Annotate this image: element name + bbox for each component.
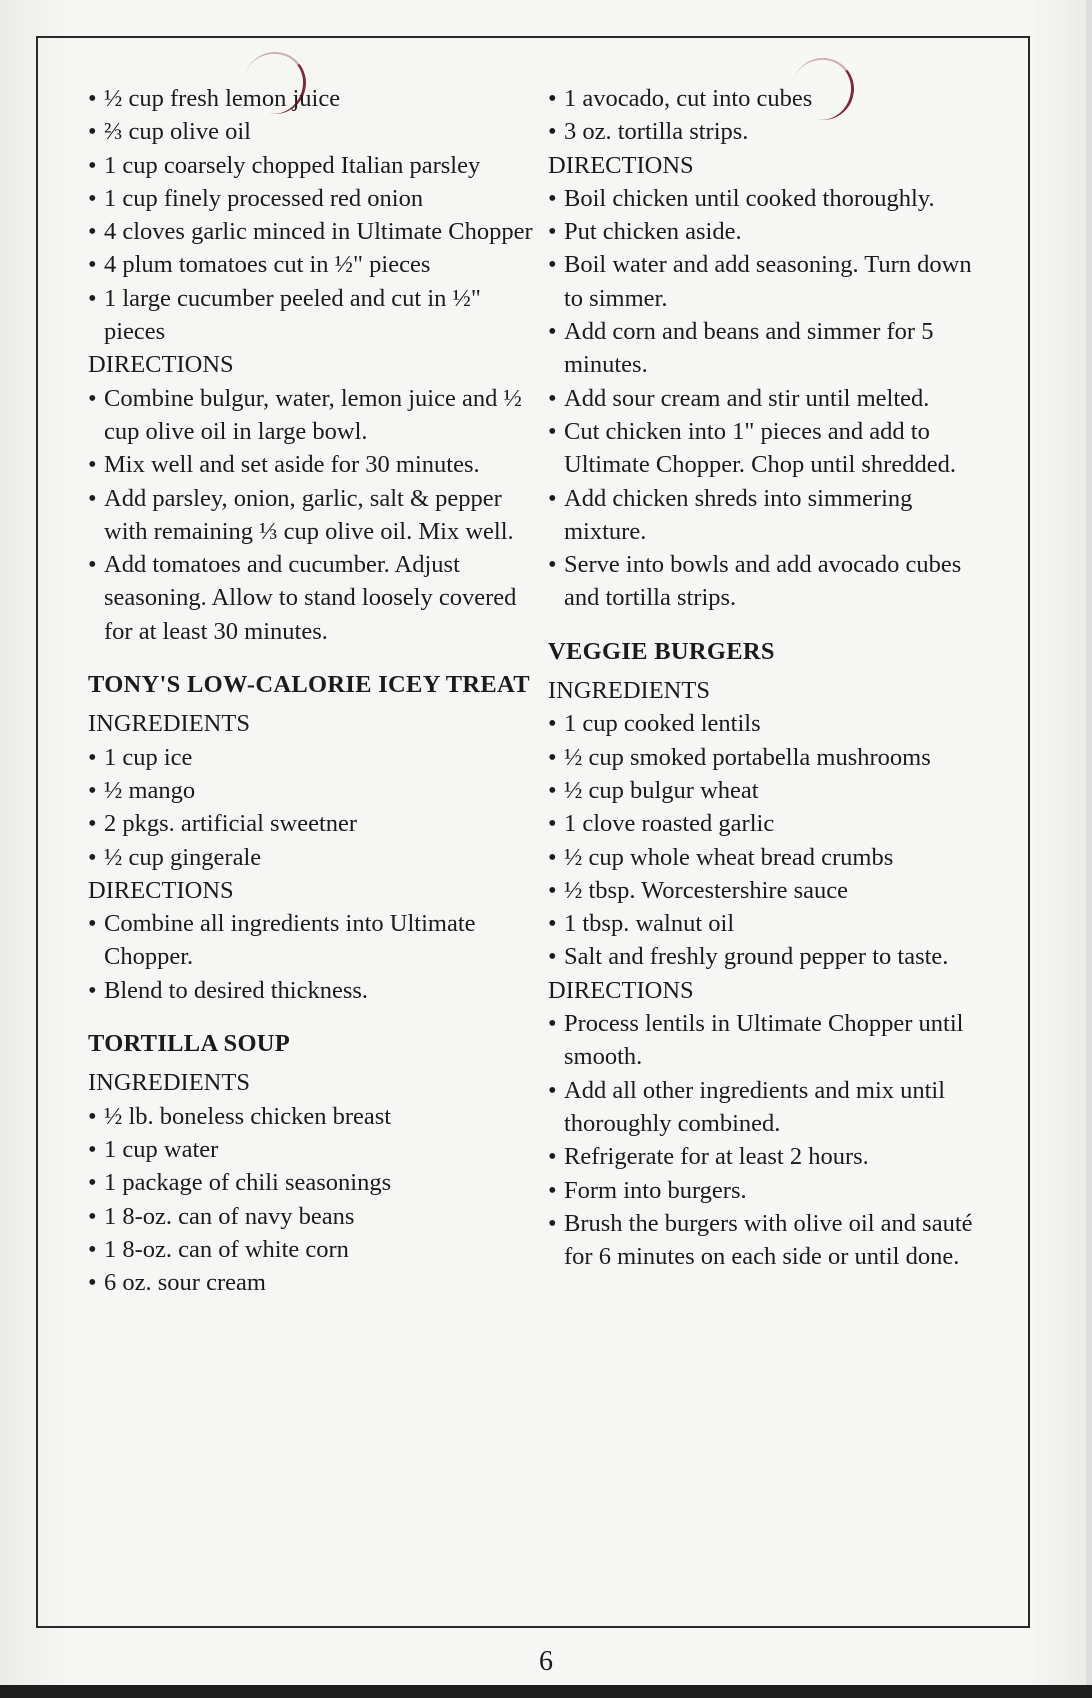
list-item [548,382,988,415]
list-item-text: 1 8-oz. can of navy beans [104,1202,355,1230]
list-item-text: 1 clove roasted garlic [564,810,775,838]
list-item [88,807,538,840]
page-edge-bottom [0,1685,1092,1698]
bullet-icon: • [548,318,557,346]
ingredient-list [548,82,988,149]
list-item [548,82,988,115]
list-item-text: Boil chicken until cooked thoroughly. [564,184,935,212]
list-item-text: Boil water and add seasoning. Turn down to simmer. [564,251,972,312]
list-item [548,741,988,774]
list-item [548,482,988,549]
list-item [88,1233,538,1266]
list-item [88,248,538,281]
list-item-text: 1 cup water [104,1135,219,1163]
list-item-text: Add chicken shreds into simmering mixture. [564,484,913,545]
list-item-text: 1 large cucumber peeled and cut in ½" pieces [104,284,481,346]
bullet-icon: • [548,251,557,279]
list-item [548,874,988,907]
list-item [548,1140,988,1173]
list-item [88,974,538,1007]
list-item [548,774,988,807]
recipe-title-icey-treat: TONY'S LOW-CALORIE ICEY TREAT [88,671,530,699]
list-item-text: 3 oz. tortilla strips. [564,118,749,146]
bullet-icon: • [88,810,97,838]
bullet-icon: • [88,843,97,871]
list-item [88,1100,538,1133]
bullet-icon: • [548,743,557,771]
list-item [88,1166,538,1199]
bullet-icon: • [548,118,557,146]
bullet-icon: • [548,85,557,112]
list-item-text: Mix well and set aside for 30 minutes. [104,451,480,479]
ingredient-list [548,707,988,973]
list-item-text: ⅔ cup olive oil [104,118,251,146]
bullet-icon: • [548,417,557,445]
bullet-icon: • [548,810,557,838]
list-item-text: 1 avocado, cut into cubes [564,85,813,112]
bullet-icon: • [88,1202,97,1230]
ingredient-list [88,1100,538,1300]
bullet-icon: • [548,384,557,412]
list-item-text: ½ cup bulgur wheat [564,776,759,804]
list-item [88,482,538,549]
bullet-icon: • [88,551,97,579]
bullet-icon: • [88,251,97,279]
list-item [548,115,988,148]
ingredients-heading: INGREDIENTS [88,710,250,738]
list-item [88,841,538,874]
list-item-text: Combine bulgur, water, lemon juice and ½ cup olive oil in large bowl. [104,384,522,445]
list-item-text: Refrigerate for at least 2 hours. [564,1143,869,1171]
bullet-icon: • [88,1235,97,1263]
list-item-text: Add corn and beans and simmer for 5 minutes. [564,318,934,379]
bullet-icon: • [88,85,97,112]
list-item-text: 4 cloves garlic minced in Ultimate Chopper [104,218,533,246]
bullet-icon: • [548,1076,557,1104]
directions-heading: DIRECTIONS [88,876,234,904]
list-item [548,807,988,840]
list-item [548,415,988,482]
list-item-text: 1 package of chili seasonings [104,1169,392,1197]
bullet-icon: • [548,551,557,579]
bullet-icon: • [88,118,97,146]
right-column [548,82,988,1273]
list-item [548,1074,988,1141]
list-item-text: Process lentils in Ultimate Chopper until smooth. [564,1010,964,1071]
list-item-text: ½ mango [104,776,196,804]
left-column [88,82,538,1299]
list-item-text: 1 cup ice [104,743,193,771]
list-item-text: 1 8-oz. can of white corn [104,1235,349,1263]
list-item-text: Serve into bowls and add avocado cubes and tortilla strips. [564,551,962,612]
ingredients-heading: INGREDIENTS [88,1069,250,1097]
list-item [88,382,538,449]
bullet-icon: • [88,184,97,212]
bullet-icon: • [88,151,97,179]
list-item-text: ½ cup whole wheat bread crumbs [564,843,894,871]
list-item-text: ½ lb. boneless chicken breast [104,1102,392,1130]
list-item-text: Add parsley, onion, garlic, salt & pepper with remaining ⅓ cup olive oil. Mix well. [104,484,514,545]
list-item [88,1133,538,1166]
bullet-icon: • [88,976,97,1004]
bullet-icon: • [88,1169,97,1197]
list-item-text: Add tomatoes and cucumber. Adjust seasoning. Allow to stand loosely covered for at least 30 minutes. [104,551,517,645]
bullet-icon: • [548,1010,557,1038]
bullet-icon: • [548,218,557,246]
list-item [548,940,988,973]
bullet-icon: • [548,184,557,212]
recipe-title-veggie-burgers: VEGGIE BURGERS [548,637,775,665]
list-item-text: Cut chicken into 1" pieces and add to Ultimate Chopper. Chop until shredded. [564,417,956,479]
list-item [88,1200,538,1233]
list-item [548,1174,988,1207]
bullet-icon: • [548,1176,557,1204]
directions-list [88,907,538,1007]
list-item [88,1266,538,1299]
list-item [88,741,538,774]
list-item-text: ½ cup gingerale [104,843,262,871]
ingredient-list [88,741,538,874]
list-item-text: 1 tbsp. walnut oil [564,910,735,938]
bullet-icon: • [88,910,97,938]
list-item [88,215,538,248]
list-item [548,1007,988,1074]
list-item [548,315,988,382]
list-item [88,82,538,115]
list-item [88,448,538,481]
list-item [88,907,538,974]
recipe-title-tortilla-soup: TORTILLA SOUP [88,1030,291,1058]
directions-heading: DIRECTIONS [88,351,234,379]
bullet-icon: • [88,484,97,512]
directions-list [548,1007,988,1273]
list-item [548,707,988,740]
list-item [88,115,538,148]
list-item [548,548,988,615]
list-item [88,282,538,349]
list-item-text: Put chicken aside. [564,218,742,246]
ingredients-heading: INGREDIENTS [548,677,710,705]
list-item-text: ½ tbsp. Worcestershire sauce [564,876,848,904]
page-number: 6 [539,1646,553,1677]
bullet-icon: • [88,743,97,771]
bullet-icon: • [548,1143,557,1171]
list-item [548,182,988,215]
bullet-icon: • [88,384,97,412]
list-item [548,248,988,315]
list-item-text: 6 oz. sour cream [104,1269,266,1297]
list-item [548,907,988,940]
directions-list [88,382,538,648]
list-item-text: Add sour cream and stir until melted. [564,384,930,412]
list-item [88,774,538,807]
ingredient-list [88,82,538,348]
list-item [548,1207,988,1274]
bullet-icon: • [548,843,557,871]
bullet-icon: • [88,218,97,246]
list-item-text: Brush the burgers with olive oil and sauté for 6 minutes on each side or until done. [564,1209,973,1271]
bullet-icon: • [88,451,97,479]
directions-heading: DIRECTIONS [548,151,694,179]
list-item-text: 1 cup coarsely chopped Italian parsley [104,151,481,179]
bullet-icon: • [548,776,557,804]
list-item-text: Form into burgers. [564,1176,747,1204]
list-item [88,548,538,648]
list-item-text: Salt and freshly ground pepper to taste. [564,943,949,971]
bullet-icon: • [88,1102,97,1130]
list-item [548,215,988,248]
bullet-icon: • [548,876,557,904]
bullet-icon: • [548,710,557,738]
bullet-icon: • [548,484,557,512]
page-edge-right [1086,0,1092,1698]
list-item-text: 4 plum tomatoes cut in ½" pieces [104,251,431,279]
directions-list [548,182,988,615]
list-item [548,841,988,874]
bullet-icon: • [88,1135,97,1163]
bullet-icon: • [88,776,97,804]
bullet-icon: • [88,284,97,312]
list-item-text: 1 cup finely processed red onion [104,184,424,212]
bullet-icon: • [548,1209,557,1237]
list-item-text: 1 cup cooked lentils [564,710,761,738]
list-item-text: Add all other ingredients and mix until thoroughly combined. [564,1076,946,1137]
list-item-text: Blend to desired thickness. [104,976,369,1004]
list-item-text: 2 pkgs. artificial sweetner [104,810,358,838]
list-item-text: ½ cup smoked portabella mushrooms [564,743,931,771]
bullet-icon: • [548,910,557,938]
bullet-icon: • [548,943,557,971]
list-item [88,149,538,182]
bullet-icon: • [88,1269,97,1297]
directions-heading: DIRECTIONS [548,976,694,1004]
list-item-text: Combine all ingredients into Ultimate Chopper. [104,910,476,971]
list-item [88,182,538,215]
list-item-text: ½ cup fresh lemon juice [104,85,341,112]
